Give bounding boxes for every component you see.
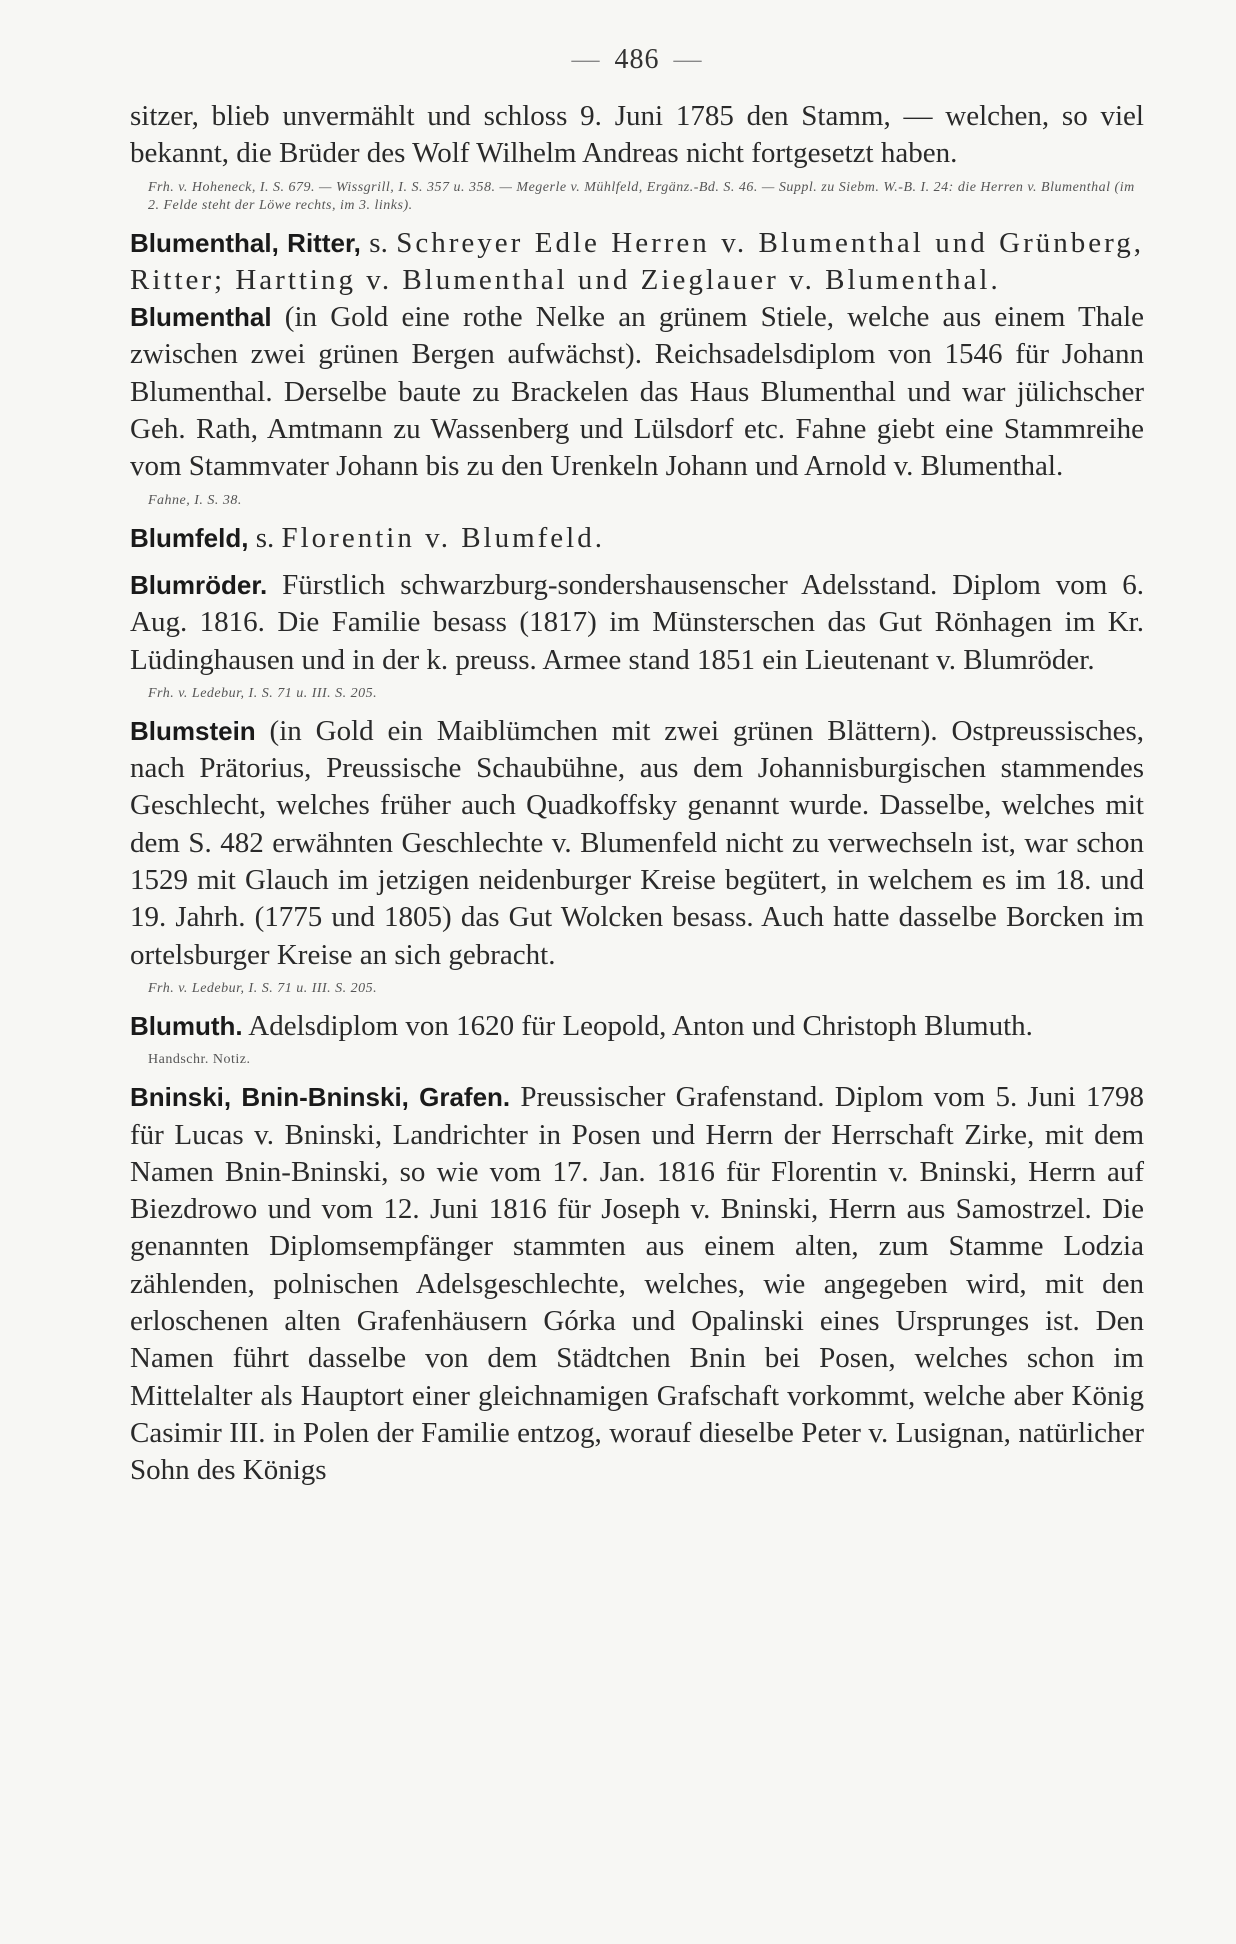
cross-reference: Florentin v. Blumfeld. xyxy=(281,521,605,554)
cross-reference: Schreyer Edle Herren v. Blumenthal und Grünberg, Ritter; Hartting v. Blumenthal und Zieglauer v. Blumenthal. xyxy=(130,226,1144,296)
headword: Bninski, Bnin-Bninski, Grafen. xyxy=(130,1082,511,1113)
headword: Blumröder. xyxy=(130,569,268,600)
headword: Blumstein xyxy=(130,715,256,746)
entry-blumenthal-source: Fahne, I. S. 38. xyxy=(148,492,242,508)
headword: Blumfeld, xyxy=(130,522,249,553)
headword: Blumenthal, Ritter, xyxy=(130,227,361,258)
page-number: — 486 — xyxy=(571,44,703,75)
headword: Blumuth. xyxy=(130,1010,243,1041)
headword: Blumenthal xyxy=(130,302,272,333)
entry-blumenthal: Blumenthal (in Gold eine rothe Nelke an grünem Stiele, welche aus einem Thale zwischen zwei grünen Bergen aufwächst). Reichsadelsdiplom von 1546 für Johann Blumenthal. Derselbe baute zu Brackelen das Haus Blumenthal und war jülichscher Geh. Rath, Amtmann zu Wassenberg und Lülsdorf etc. Fahne giebt eine Stammreihe vom Stammvater Johann bis zu den Urenkeln Johann und Arnold v. Blumenthal. xyxy=(130,301,1144,483)
entry-blumuth-source: Handschr. Notiz. xyxy=(148,1052,251,1068)
entry-blumstein: Blumstein (in Gold ein Maiblümchen mit zwei grünen Blättern). Ostpreussisches, nach Prätorius, Preussische Schaubühne, aus dem Johannisburgischen stammendes Geschlecht, welches früher auch Quadkoffsky genannt wurde. Dasselbe, welches mit dem S. 482 erwähnten Geschlechte v. Blumenfeld nicht zu verwechseln ist, war schon 1529 mit Glauch im jetzigen neidenburger Kreise begütert, in welchem es im 18. und 19. Jahrh. (1775 und 1805) das Gut Wolcken besass. Auch hatte dasselbe Borcken im ortelsburger Kreise an sich gebracht. xyxy=(130,714,1144,971)
entry-bninski: Bninski, Bnin-Bninski, Grafen. Preussischer Grafenstand. Diplom vom 5. Juni 1798 für Lucas v. Bninski, Landrichter in Posen und Herrn der Herrschaft Zirke, mit dem Namen Bnin-Bninski, so wie vom 17. Jan. 1816 für Florentin v. Bninski, Herrn auf Biezdrowo und vom 12. Juni 1816 für Joseph v. Bninski, Herrn aus Samostrzel. Die genannten Diplomsempfänger stammten aus einem alten, zum Stamme Lodzia zählenden, polnischen Adelsgeschlechte, welches, wie angegeben wird, mit den erloschenen alten Grafenhäusern Górka und Opalinski eines Ursprunges ist. Den Namen führt dasselbe von dem Städtchen Bnin bei Posen, welches schon im Mittelalter als Hauptort einer gleichnamigen Grafschaft vorkommt, welche aber König Casimir III. in Polen der Familie entzog, worauf dieselbe Peter v. Lusignan, natürlicher Sohn des Königs xyxy=(130,1081,1145,1487)
entry-blumstein-source: Frh. v. Ledebur, I. S. 71 u. III. S. 205. xyxy=(148,980,378,996)
entry-continuation-source: Frh. v. Hoheneck, I. S. 679. — Wissgrill, I. S. 357 u. 358. — Megerle v. Mühlfeld, Ergänz.-Bd. S. 46. — Suppl. zu Siebm. W.-B. I. 24: die Herren v. Blumenthal (im 2. Felde steht der Löwe rechts, im 3. links). xyxy=(148,179,1135,213)
entry-blumfeld: Blumfeld, s. Florentin v. Blumfeld. xyxy=(130,521,605,554)
entry-blumenthal-ritter: Blumenthal, Ritter, s. Schreyer Edle Herren v. Blumenthal und Grünberg, Ritter; Hartting v. Blumenthal und Zieglauer v. Blumenthal. xyxy=(130,226,1144,296)
entry-blumroeder-source: Frh. v. Ledebur, I. S. 71 u. III. S. 205. xyxy=(148,685,378,701)
entry-blumroeder: Blumröder. Fürstlich schwarzburg-sondershausenscher Adelsstand. Diplom vom 6. Aug. 1816. Die Familie besass (1817) im Münsterschen das Gut Rönhagen im Kr. Lüdinghausen und in der k. preuss. Armee stand 1851 ein Lieutenant v. Blumröder. xyxy=(130,568,1144,676)
entry-blumuth: Blumuth. Adelsdiplom von 1620 für Leopold, Anton und Christoph Blumuth. xyxy=(130,1009,1033,1042)
entry-continuation: sitzer, blieb unvermählt und schloss 9. Juni 1785 den Stamm, — welchen, so viel bekannt, die Brüder des Wolf Wilhelm Andreas nicht fortgesetzt haben. xyxy=(130,100,1144,170)
